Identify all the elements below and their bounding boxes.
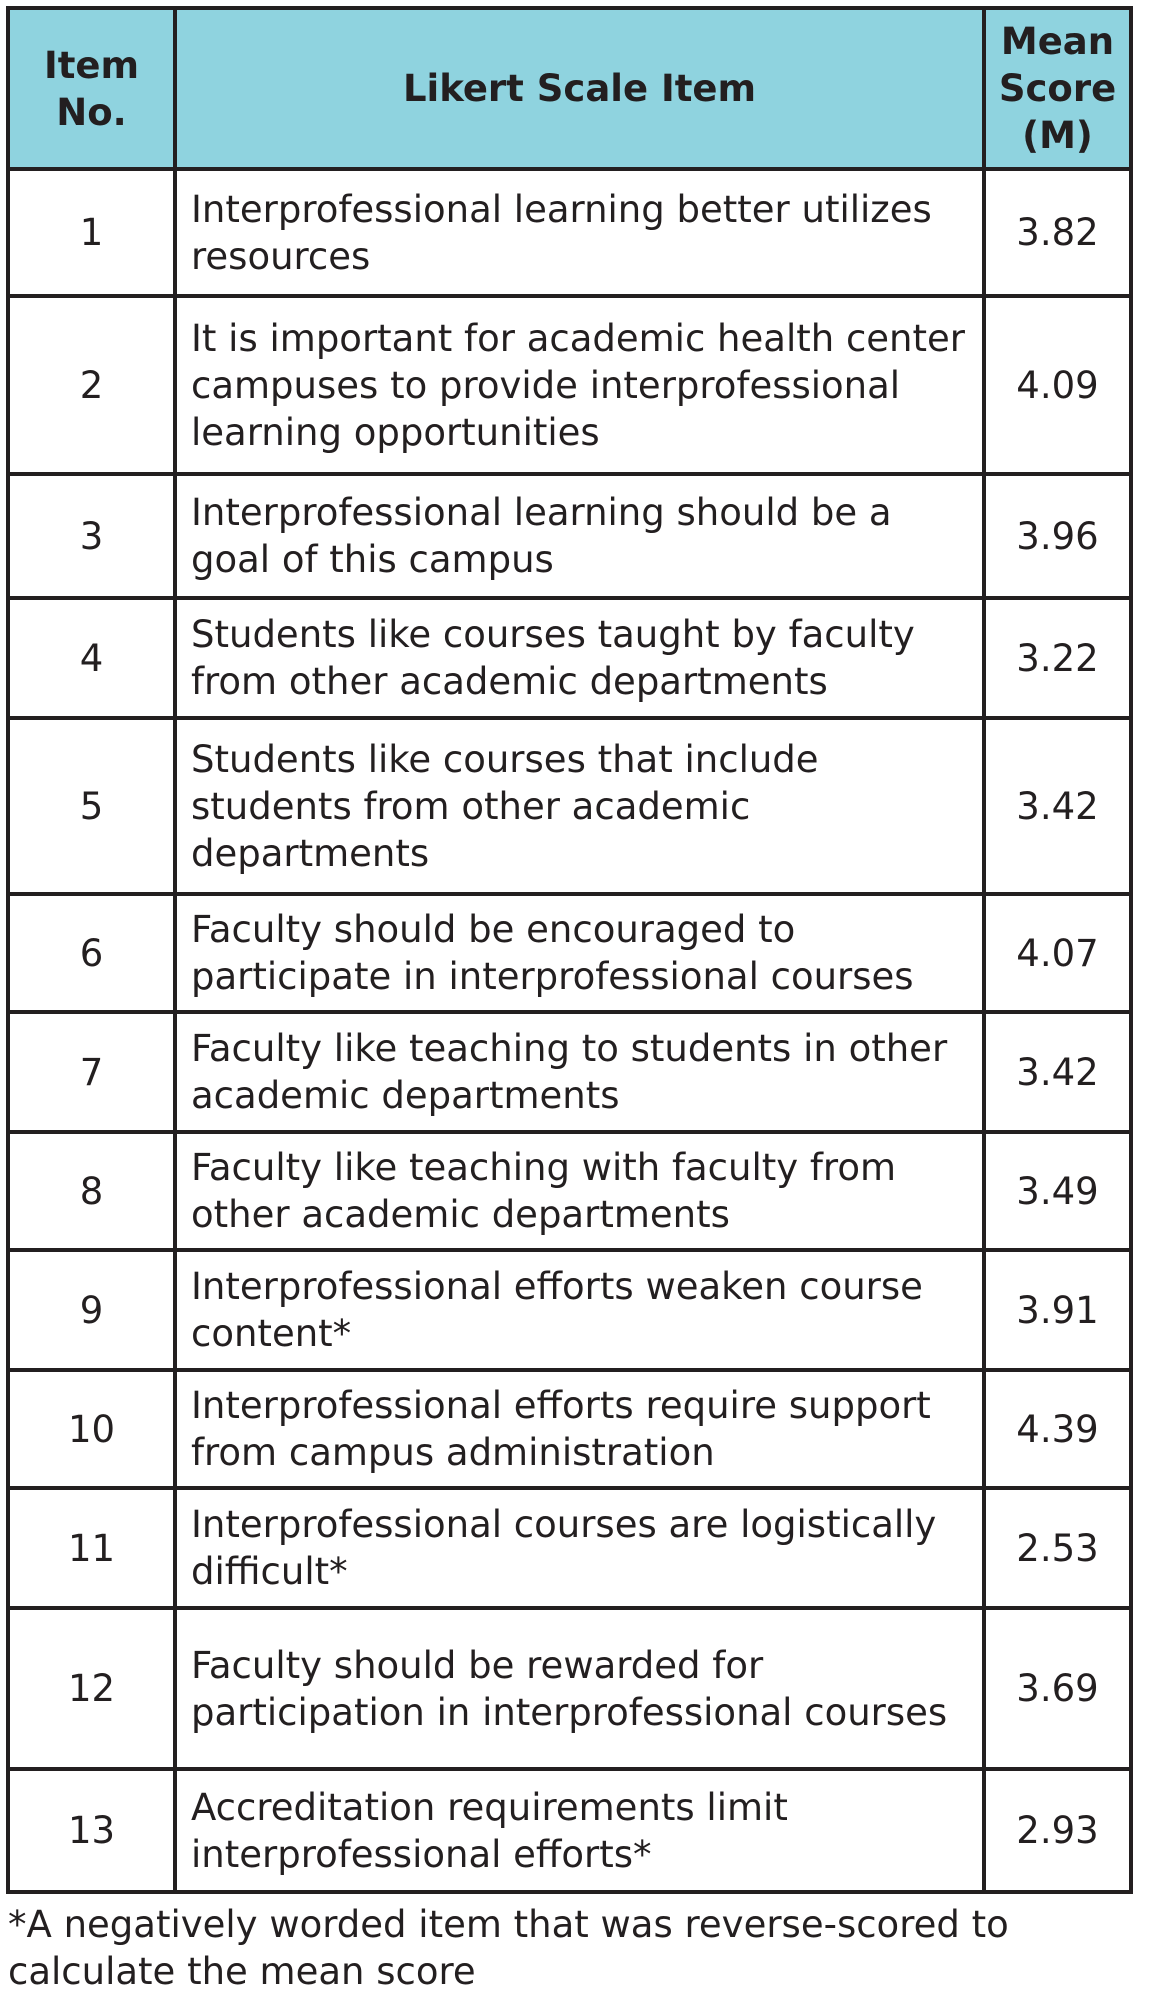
table-row bbox=[8, 894, 1131, 1012]
row-item-text: Accreditation requirements limit interprofessional efforts* bbox=[175, 1769, 984, 1892]
row-item-no: 1 bbox=[8, 169, 175, 296]
table-row bbox=[8, 598, 1131, 718]
row-item-text: Faculty should be rewarded for participation in interprofessional courses bbox=[175, 1608, 984, 1769]
table-row bbox=[8, 1250, 1131, 1370]
table-row bbox=[8, 1132, 1131, 1250]
row-item-text: Interprofessional courses are logistically difficult* bbox=[175, 1488, 984, 1608]
row-mean-score: 3.96 bbox=[984, 474, 1131, 598]
row-mean-score: 3.42 bbox=[984, 718, 1131, 894]
table-row bbox=[8, 1370, 1131, 1488]
row-item-no: 10 bbox=[8, 1370, 175, 1488]
table-row bbox=[8, 718, 1131, 894]
table-row bbox=[8, 474, 1131, 598]
table-row bbox=[8, 1608, 1131, 1769]
row-item-no: 4 bbox=[8, 598, 175, 718]
row-item-no: 9 bbox=[8, 1250, 175, 1370]
row-item-no: 5 bbox=[8, 718, 175, 894]
table-footnote: *A negatively worded item that was reverse-scored to calculate the mean score bbox=[8, 1903, 1009, 1993]
row-mean-score: 2.53 bbox=[984, 1488, 1131, 1608]
row-mean-score: 3.82 bbox=[984, 169, 1131, 296]
row-item-no: 12 bbox=[8, 1608, 175, 1769]
row-item-text: Interprofessional learning better utilizes resources bbox=[175, 169, 984, 296]
row-item-no: 3 bbox=[8, 474, 175, 598]
row-item-text: It is important for academic health center campuses to provide interprofessional learning opportunities bbox=[175, 296, 984, 474]
header-mean-score: Mean Score (M) bbox=[984, 8, 1131, 169]
row-item-text: Students like courses taught by faculty from other academic departments bbox=[175, 598, 984, 718]
row-item-no: 7 bbox=[8, 1012, 175, 1132]
row-item-no: 2 bbox=[8, 296, 175, 474]
row-item-text: Faculty like teaching to students in other academic departments bbox=[175, 1012, 984, 1132]
row-item-text: Students like courses that include students from other academic departments bbox=[175, 718, 984, 894]
row-mean-score: 4.39 bbox=[984, 1370, 1131, 1488]
row-mean-score: 3.91 bbox=[984, 1250, 1131, 1370]
row-mean-score: 3.22 bbox=[984, 598, 1131, 718]
header-likert-item: Likert Scale Item bbox=[175, 8, 984, 169]
row-item-text: Interprofessional efforts require support from campus administration bbox=[175, 1370, 984, 1488]
row-mean-score: 3.49 bbox=[984, 1132, 1131, 1250]
table-header-row bbox=[8, 8, 1131, 169]
likert-table bbox=[6, 6, 1133, 1894]
row-item-no: 13 bbox=[8, 1769, 175, 1892]
row-item-text: Interprofessional learning should be a goal of this campus bbox=[175, 474, 984, 598]
row-item-text: Faculty should be encouraged to participate in interprofessional courses bbox=[175, 894, 984, 1012]
row-item-text: Faculty like teaching with faculty from other academic departments bbox=[175, 1132, 984, 1250]
row-mean-score: 3.42 bbox=[984, 1012, 1131, 1132]
header-item-no: Item No. bbox=[8, 8, 175, 169]
row-mean-score: 3.69 bbox=[984, 1608, 1131, 1769]
row-item-text: Interprofessional efforts weaken course content* bbox=[175, 1250, 984, 1370]
table-row bbox=[8, 1012, 1131, 1132]
table-row bbox=[8, 169, 1131, 296]
table-row bbox=[8, 1488, 1131, 1608]
row-item-no: 11 bbox=[8, 1488, 175, 1608]
row-item-no: 6 bbox=[8, 894, 175, 1012]
table-row bbox=[8, 1769, 1131, 1892]
table-row bbox=[8, 296, 1131, 474]
row-item-no: 8 bbox=[8, 1132, 175, 1250]
row-mean-score: 4.09 bbox=[984, 296, 1131, 474]
row-mean-score: 2.93 bbox=[984, 1769, 1131, 1892]
row-mean-score: 4.07 bbox=[984, 894, 1131, 1012]
